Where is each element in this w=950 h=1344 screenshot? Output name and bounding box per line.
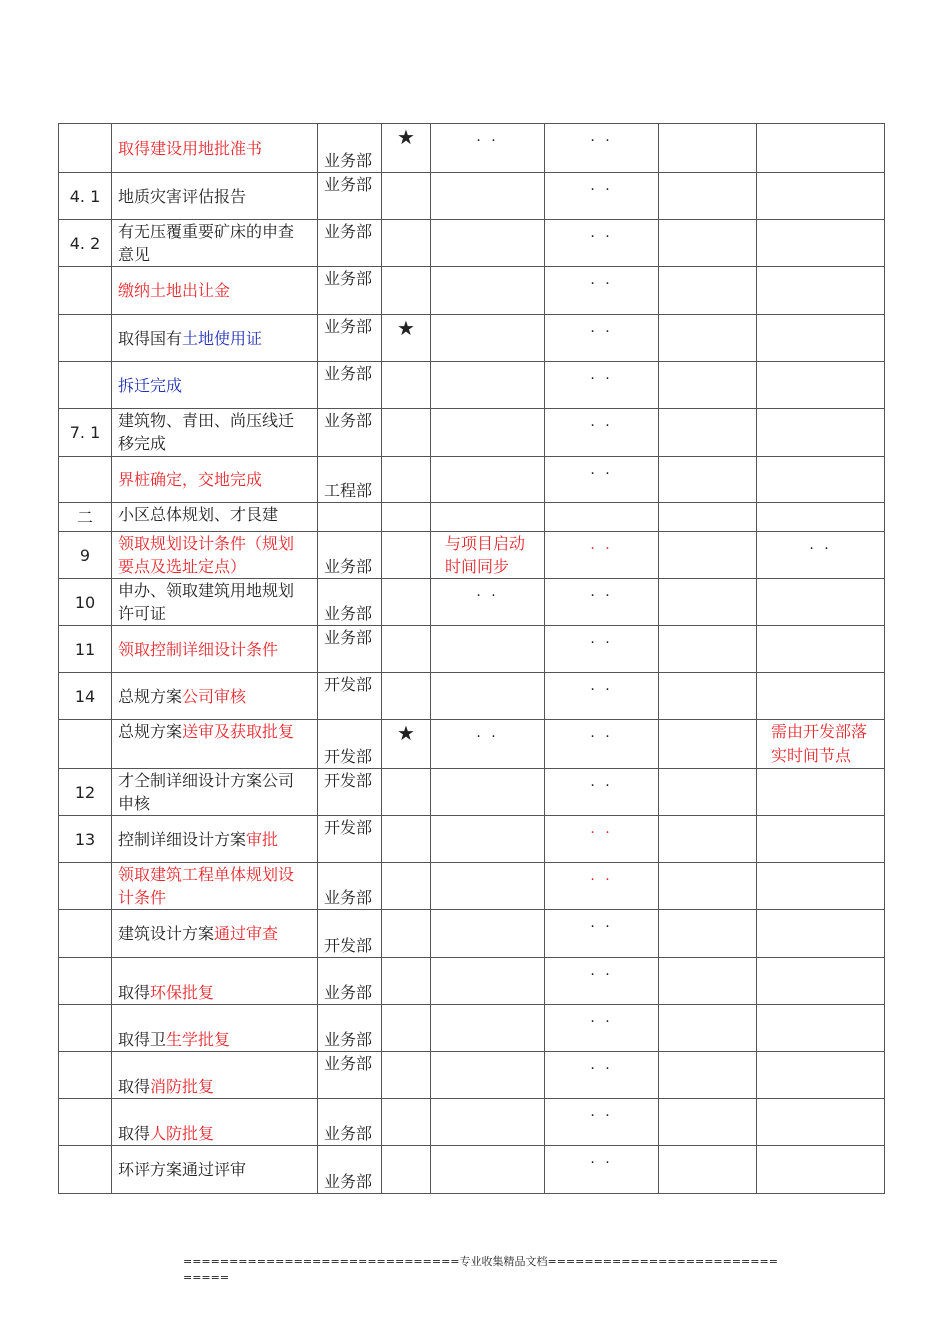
remark-cell — [757, 816, 885, 863]
task-text: 总规方案 — [118, 686, 183, 706]
schedule-mark: · · — [590, 1061, 613, 1077]
remark-cell — [757, 503, 885, 532]
schedule-mark: · · — [590, 872, 613, 888]
table-row — [59, 863, 885, 910]
star-icon: ★ — [397, 125, 415, 149]
schedule-cell-b — [545, 1005, 659, 1052]
task-text: 取得 — [118, 983, 151, 1002]
schedule-cell-b — [545, 579, 659, 626]
key-milestone-cell — [382, 124, 431, 173]
row-number: 10 — [59, 579, 112, 626]
table-row — [59, 503, 885, 532]
task-cell — [112, 910, 318, 958]
schedule-cell-a — [431, 220, 545, 267]
schedule-mark: · · — [590, 967, 613, 983]
schedule-cell-c — [659, 720, 757, 769]
task-text: 通过审查 — [214, 924, 279, 943]
key-milestone-cell — [382, 1099, 431, 1146]
footer-banner: ==============================专业收集精品文档============================== — [183, 1255, 778, 1284]
remark-cell — [757, 409, 885, 457]
remark-cell — [757, 958, 885, 1005]
key-milestone-cell — [382, 362, 431, 409]
table-body — [59, 124, 885, 1194]
task-text: 取得 — [118, 1077, 151, 1096]
schedule-mark: · · — [590, 182, 613, 198]
task-text: 地质灾害评估报告 — [118, 186, 247, 206]
task-text: 环评方案通过评审 — [118, 1160, 247, 1179]
schedule-mark: · · — [590, 229, 613, 245]
task-cell — [112, 1005, 318, 1052]
row-number: 9 — [59, 532, 112, 579]
schedule-mark: · · — [476, 729, 499, 745]
schedule-cell-b — [545, 409, 659, 457]
schedule-mark: · · — [590, 1108, 613, 1124]
schedule-mark: · · — [590, 729, 613, 745]
key-milestone-cell — [382, 1005, 431, 1052]
row-number — [59, 720, 112, 769]
schedule-cell-a — [431, 267, 545, 315]
schedule-cell-a — [431, 816, 545, 863]
remark-cell — [757, 532, 885, 579]
schedule-cell-b — [545, 816, 659, 863]
schedule-cell-b — [545, 958, 659, 1005]
table-row — [59, 362, 885, 409]
schedule-cell-b — [545, 220, 659, 267]
schedule-mark: · · — [590, 418, 613, 434]
department-cell: 业务部 — [318, 409, 382, 457]
schedule-cell-a — [431, 720, 545, 769]
remark-cell — [757, 315, 885, 362]
table-row — [59, 769, 885, 816]
task-cell — [112, 220, 318, 267]
schedule-cell-a — [431, 457, 545, 503]
remark-cell — [757, 220, 885, 267]
schedule-cell-c — [659, 910, 757, 958]
remark-cell — [757, 769, 885, 816]
table-row — [59, 267, 885, 315]
schedule-mark: · · — [590, 466, 613, 482]
table-row — [59, 673, 885, 720]
row-number — [59, 362, 112, 409]
task-cell — [112, 315, 318, 362]
schedule-cell-c — [659, 579, 757, 626]
task-cell — [112, 409, 318, 457]
table-row — [59, 1146, 885, 1194]
schedule-cell-a — [431, 173, 545, 220]
schedule-cell-a — [431, 673, 545, 720]
remark-cell — [757, 457, 885, 503]
schedule-cell-a — [431, 532, 545, 579]
row-number — [59, 1052, 112, 1099]
remark-cell — [757, 1005, 885, 1052]
table-row — [59, 532, 885, 579]
task-text: 生学批复 — [166, 1030, 231, 1049]
row-number: 14 — [59, 673, 112, 720]
schedule-cell-c — [659, 457, 757, 503]
schedule-mark: · · — [590, 324, 613, 340]
row-number: 12 — [59, 769, 112, 816]
department-cell: 业务部 — [318, 173, 382, 220]
key-milestone-cell — [382, 816, 431, 863]
task-cell — [112, 626, 318, 673]
key-milestone-cell — [382, 910, 431, 958]
schedule-cell-b — [545, 267, 659, 315]
table-row — [59, 220, 885, 267]
schedule-cell-b — [545, 1099, 659, 1146]
schedule-mark: · · — [590, 682, 613, 698]
remark-text: · · — [809, 541, 832, 557]
schedule-cell-a — [431, 503, 545, 532]
task-text: 缴纳土地出让金 — [118, 281, 231, 300]
schedule-cell-c — [659, 362, 757, 409]
schedule-mark: · · — [590, 588, 613, 604]
schedule-mark: · · — [590, 635, 613, 651]
schedule-cell-c — [659, 816, 757, 863]
key-milestone-cell — [382, 1146, 431, 1194]
schedule-cell-c — [659, 863, 757, 910]
department-cell: 开发部 — [318, 816, 382, 863]
department-cell: 业务部 — [318, 220, 382, 267]
schedule-cell-a — [431, 958, 545, 1005]
department-cell: 业务部 — [318, 958, 382, 1005]
task-cell — [112, 1146, 318, 1194]
row-number: 二 — [59, 503, 112, 532]
task-text: 取得建设用地批准书 — [118, 138, 263, 158]
remark-cell — [757, 1146, 885, 1194]
schedule-mark: · · — [590, 371, 613, 387]
task-text: 有无压覆重要矿床的申查意见 — [118, 222, 295, 264]
task-text: 拆迁完成 — [118, 375, 183, 395]
schedule-mark: 与项目启动时间同步 — [445, 534, 526, 576]
department-cell: 业务部 — [318, 626, 382, 673]
table-row — [59, 579, 885, 626]
key-milestone-cell — [382, 220, 431, 267]
task-text: 消防批复 — [150, 1077, 215, 1096]
task-cell — [112, 958, 318, 1005]
remark-cell — [757, 863, 885, 910]
schedule-cell-b — [545, 863, 659, 910]
schedule-cell-c — [659, 1005, 757, 1052]
schedule-cell-a — [431, 626, 545, 673]
task-text: 审批 — [246, 829, 279, 849]
key-milestone-cell — [382, 503, 431, 532]
schedule-mark: · · — [590, 276, 613, 292]
schedule-cell-a — [431, 315, 545, 362]
key-milestone-cell — [382, 626, 431, 673]
task-text: 人防批复 — [150, 1124, 215, 1143]
row-number: 11 — [59, 626, 112, 673]
table-row — [59, 1099, 885, 1146]
schedule-cell-c — [659, 124, 757, 173]
table-row — [59, 910, 885, 958]
table-row — [59, 816, 885, 863]
task-text: 环保批复 — [150, 983, 215, 1002]
remark-cell — [757, 910, 885, 958]
key-milestone-cell — [382, 579, 431, 626]
task-cell — [112, 457, 318, 503]
task-cell — [112, 173, 318, 220]
task-text: 界桩确定，交地完成 — [118, 470, 263, 489]
task-text: 送审及获取批复 — [182, 722, 295, 741]
schedule-cell-b — [545, 910, 659, 958]
remark-cell — [757, 1052, 885, 1099]
task-cell — [112, 1052, 318, 1099]
key-milestone-cell — [382, 173, 431, 220]
schedule-cell-c — [659, 1146, 757, 1194]
table-row — [59, 409, 885, 457]
remark-cell — [757, 720, 885, 769]
key-milestone-cell — [382, 409, 431, 457]
schedule-cell-a — [431, 579, 545, 626]
row-number — [59, 315, 112, 362]
schedule-cell-b — [545, 457, 659, 503]
schedule-cell-b — [545, 503, 659, 532]
schedule-mark: · · — [476, 133, 499, 149]
department-cell: 业务部 — [318, 579, 382, 626]
key-milestone-cell — [382, 863, 431, 910]
schedule-cell-a — [431, 863, 545, 910]
task-cell — [112, 769, 318, 816]
schedule-cell-c — [659, 626, 757, 673]
schedule-cell-b — [545, 1146, 659, 1194]
department-cell: 业务部 — [318, 863, 382, 910]
row-number: 4. 2 — [59, 220, 112, 267]
schedule-cell-a — [431, 769, 545, 816]
department-cell: 业务部 — [318, 1005, 382, 1052]
schedule-cell-c — [659, 409, 757, 457]
task-cell — [112, 720, 318, 769]
key-milestone-cell — [382, 958, 431, 1005]
schedule-mark: · · — [590, 541, 613, 557]
department-cell: 业务部 — [318, 124, 382, 173]
department-cell: 业务部 — [318, 1052, 382, 1099]
schedule-cell-c — [659, 673, 757, 720]
task-text: 小区总体规划、才艮建 — [118, 505, 279, 524]
task-text: 领取规划设计条件（规划要点及选址定点） — [118, 534, 295, 576]
table-row — [59, 626, 885, 673]
task-text: 建筑物、青田、尚压线迁移完成 — [118, 411, 295, 453]
remark-cell — [757, 579, 885, 626]
key-milestone-cell — [382, 720, 431, 769]
task-text: 才仝制详细设计方案公司申核 — [118, 771, 295, 813]
department-cell: 开发部 — [318, 720, 382, 769]
schedule-cell-a — [431, 362, 545, 409]
task-text: 总规方案 — [118, 722, 183, 741]
row-number — [59, 910, 112, 958]
department-cell: 业务部 — [318, 1099, 382, 1146]
row-number — [59, 958, 112, 1005]
row-number — [59, 457, 112, 503]
remark-cell — [757, 124, 885, 173]
table-row — [59, 457, 885, 503]
schedule-cell-b — [545, 720, 659, 769]
schedule-cell-a — [431, 1005, 545, 1052]
task-cell — [112, 124, 318, 173]
department-cell: 开发部 — [318, 673, 382, 720]
remark-cell — [757, 626, 885, 673]
department-cell: 开发部 — [318, 910, 382, 958]
schedule-cell-c — [659, 769, 757, 816]
table-row — [59, 315, 885, 362]
schedule-cell-a — [431, 910, 545, 958]
department-cell: 业务部 — [318, 267, 382, 315]
remark-cell — [757, 267, 885, 315]
key-milestone-cell — [382, 673, 431, 720]
schedule-cell-c — [659, 220, 757, 267]
table-row — [59, 1005, 885, 1052]
schedule-cell-c — [659, 315, 757, 362]
key-milestone-cell — [382, 315, 431, 362]
task-cell — [112, 362, 318, 409]
task-text: 申办、领取建筑用地规划许可证 — [118, 581, 295, 623]
task-cell — [112, 1099, 318, 1146]
schedule-mark: · · — [590, 778, 613, 794]
row-number — [59, 863, 112, 910]
table-row — [59, 958, 885, 1005]
row-number: 7. 1 — [59, 409, 112, 457]
task-text: 控制详细设计方案 — [118, 829, 247, 849]
department-cell: 业务部 — [318, 315, 382, 362]
star-icon: ★ — [397, 721, 415, 745]
remark-cell — [757, 362, 885, 409]
schedule-cell-b — [545, 769, 659, 816]
schedule-cell-a — [431, 1146, 545, 1194]
schedule-mark: · · — [590, 133, 613, 149]
task-text: 建筑设计方案 — [118, 924, 215, 943]
schedule-mark: · · — [590, 1014, 613, 1030]
task-text: 公司审核 — [182, 686, 247, 706]
schedule-cell-b — [545, 673, 659, 720]
table-row — [59, 173, 885, 220]
department-cell: 工程部 — [318, 457, 382, 503]
remark-cell — [757, 1099, 885, 1146]
table-row — [59, 124, 885, 173]
task-text: 取得 — [118, 1124, 151, 1143]
schedule-cell-b — [545, 1052, 659, 1099]
task-text: 取得卫 — [118, 1030, 167, 1049]
task-text: 领取控制详细设计条件 — [118, 639, 279, 659]
department-cell: 业务部 — [318, 532, 382, 579]
schedule-mark: · · — [590, 1155, 613, 1171]
remark-cell — [757, 673, 885, 720]
row-number — [59, 267, 112, 315]
row-number — [59, 124, 112, 173]
schedule-cell-a — [431, 409, 545, 457]
department-cell: 业务部 — [318, 362, 382, 409]
task-cell — [112, 267, 318, 315]
schedule-cell-c — [659, 173, 757, 220]
task-cell — [112, 673, 318, 720]
star-icon: ★ — [397, 316, 415, 340]
task-cell — [112, 503, 318, 532]
schedule-cell-c — [659, 267, 757, 315]
remark-cell — [757, 173, 885, 220]
task-cell — [112, 579, 318, 626]
task-text: 土地使用证 — [182, 328, 263, 348]
key-milestone-cell — [382, 267, 431, 315]
key-milestone-cell — [382, 769, 431, 816]
key-milestone-cell — [382, 1052, 431, 1099]
schedule-cell-b — [545, 315, 659, 362]
key-milestone-cell — [382, 457, 431, 503]
row-number — [59, 1099, 112, 1146]
task-cell — [112, 816, 318, 863]
schedule-cell-b — [545, 626, 659, 673]
department-cell: 开发部 — [318, 769, 382, 816]
schedule-cell-b — [545, 173, 659, 220]
task-text: 取得国有 — [118, 328, 183, 348]
schedule-cell-c — [659, 532, 757, 579]
schedule-cell-a — [431, 1052, 545, 1099]
schedule-cell-b — [545, 532, 659, 579]
task-cell — [112, 863, 318, 910]
task-text: 领取建筑工程单体规划设计条件 — [118, 865, 295, 907]
schedule-mark: · · — [590, 919, 613, 935]
schedule-cell-c — [659, 1099, 757, 1146]
department-cell — [318, 503, 382, 532]
schedule-cell-c — [659, 958, 757, 1005]
schedule-cell-c — [659, 503, 757, 532]
row-number — [59, 1005, 112, 1052]
schedule-cell-a — [431, 1099, 545, 1146]
row-number: 13 — [59, 816, 112, 863]
department-cell: 业务部 — [318, 1146, 382, 1194]
schedule-cell-b — [545, 362, 659, 409]
remark-text: 需由开发部落实时间节点 — [771, 722, 868, 765]
schedule-cell-a — [431, 124, 545, 173]
row-number: 4. 1 — [59, 173, 112, 220]
schedule-mark: · · — [476, 588, 499, 604]
table-row — [59, 1052, 885, 1099]
schedule-cell-c — [659, 1052, 757, 1099]
key-milestone-cell — [382, 532, 431, 579]
task-cell — [112, 532, 318, 579]
row-number — [59, 1146, 112, 1194]
approval-schedule-table — [58, 123, 885, 1194]
table-row — [59, 720, 885, 769]
schedule-mark: · · — [590, 825, 613, 841]
schedule-cell-b — [545, 124, 659, 173]
